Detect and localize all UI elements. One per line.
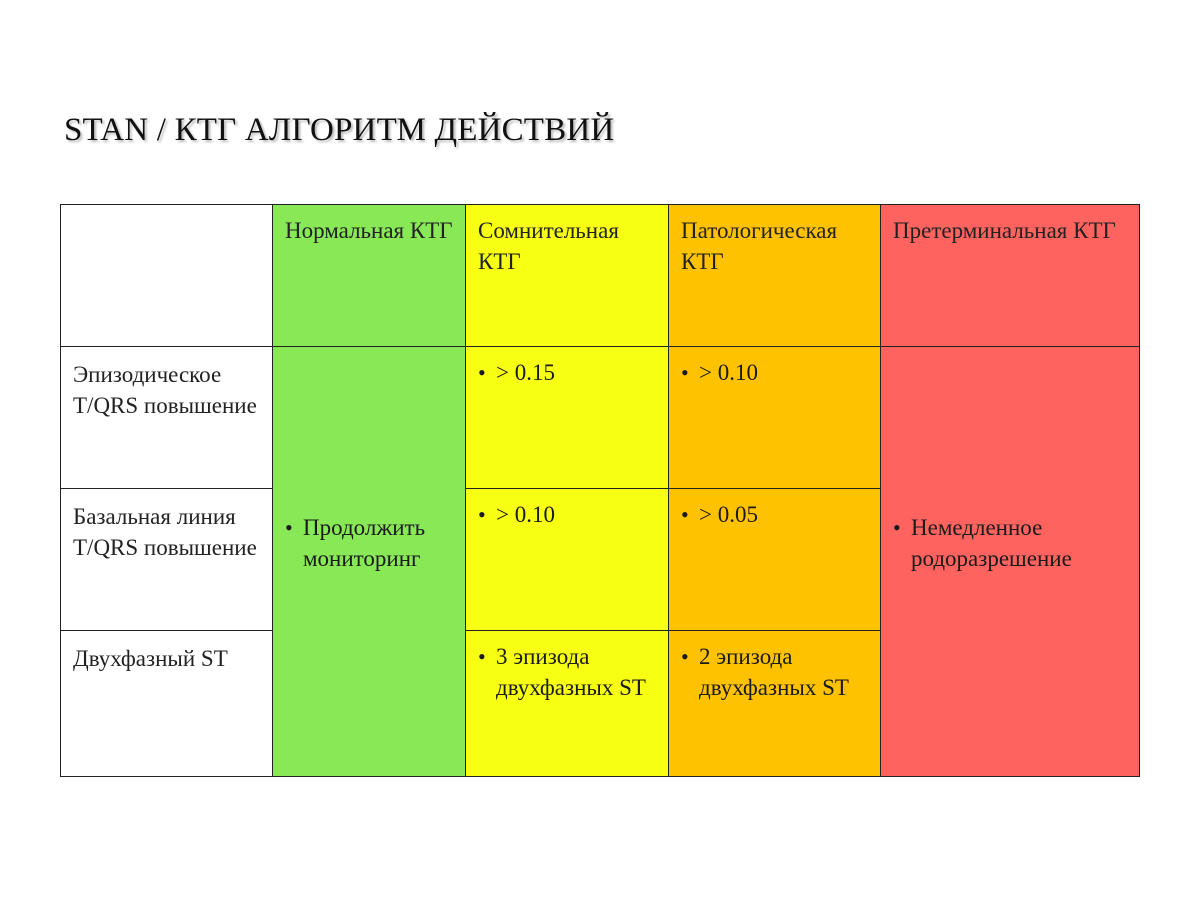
suspicious-value: > 0.10 bbox=[496, 502, 555, 527]
row-label: Эпизодическое T/QRS повышение bbox=[73, 362, 257, 418]
header-normal-label: Нормальная КТГ bbox=[285, 218, 453, 243]
row-label-cell bbox=[61, 347, 273, 489]
list-item bbox=[478, 499, 656, 530]
bullet-glyph: • bbox=[478, 502, 486, 527]
list-item bbox=[478, 357, 656, 388]
bullet-glyph: • bbox=[478, 644, 486, 669]
row-label-cell bbox=[61, 489, 273, 631]
header-suspicious-ctg bbox=[466, 205, 669, 347]
list-item bbox=[681, 357, 868, 388]
list-item bbox=[893, 512, 1127, 574]
table-row bbox=[61, 347, 1140, 489]
header-preterminal-ctg bbox=[881, 205, 1140, 347]
list-item bbox=[285, 512, 453, 574]
normal-action-cell bbox=[273, 347, 466, 777]
bullet-glyph: • bbox=[681, 644, 689, 669]
preterminal-action-cell bbox=[881, 347, 1140, 777]
suspicious-value: 3 эпизода двухфазных ST bbox=[496, 644, 646, 700]
bullet-glyph: • bbox=[681, 502, 689, 527]
pathological-value-cell bbox=[669, 631, 881, 777]
suspicious-value-cell bbox=[466, 631, 669, 777]
normal-action-text: Продолжить мониторинг bbox=[303, 515, 426, 571]
header-pathological-label: Патологическая КТГ bbox=[681, 218, 838, 274]
list-item bbox=[681, 641, 868, 703]
pathological-value: 2 эпизода двухфазных ST bbox=[699, 644, 849, 700]
preterminal-action-text: Немедленное родоразрешение bbox=[911, 515, 1072, 571]
header-suspicious-label: Сомнительная КТГ bbox=[478, 218, 619, 274]
list-item bbox=[478, 641, 656, 703]
pathological-value-cell bbox=[669, 489, 881, 631]
header-normal-ctg bbox=[273, 205, 466, 347]
bullet-glyph: • bbox=[681, 360, 689, 385]
pathological-value: > 0.05 bbox=[699, 502, 758, 527]
stan-ctg-algorithm-table bbox=[60, 204, 1140, 777]
suspicious-value: > 0.15 bbox=[496, 360, 555, 385]
list-item bbox=[681, 499, 868, 530]
row-label-cell bbox=[61, 631, 273, 777]
bullet-glyph: • bbox=[478, 360, 486, 385]
row-label: Двухфазный ST bbox=[73, 646, 228, 671]
header-row bbox=[61, 205, 1140, 347]
header-corner-cell bbox=[61, 205, 273, 347]
bullet-glyph: • bbox=[893, 515, 901, 540]
pathological-value: > 0.10 bbox=[699, 360, 758, 385]
suspicious-value-cell bbox=[466, 347, 669, 489]
suspicious-value-cell bbox=[466, 489, 669, 631]
pathological-value-cell bbox=[669, 347, 881, 489]
slide-title: STAN / КТГ АЛГОРИТМ ДЕЙСТВИЙ bbox=[64, 112, 615, 148]
row-label: Базальная линия T/QRS повышение bbox=[73, 504, 257, 560]
bullet-glyph: • bbox=[285, 515, 293, 540]
header-preterminal-label: Претерминальная КТГ bbox=[893, 218, 1116, 243]
header-pathological-ctg bbox=[669, 205, 881, 347]
